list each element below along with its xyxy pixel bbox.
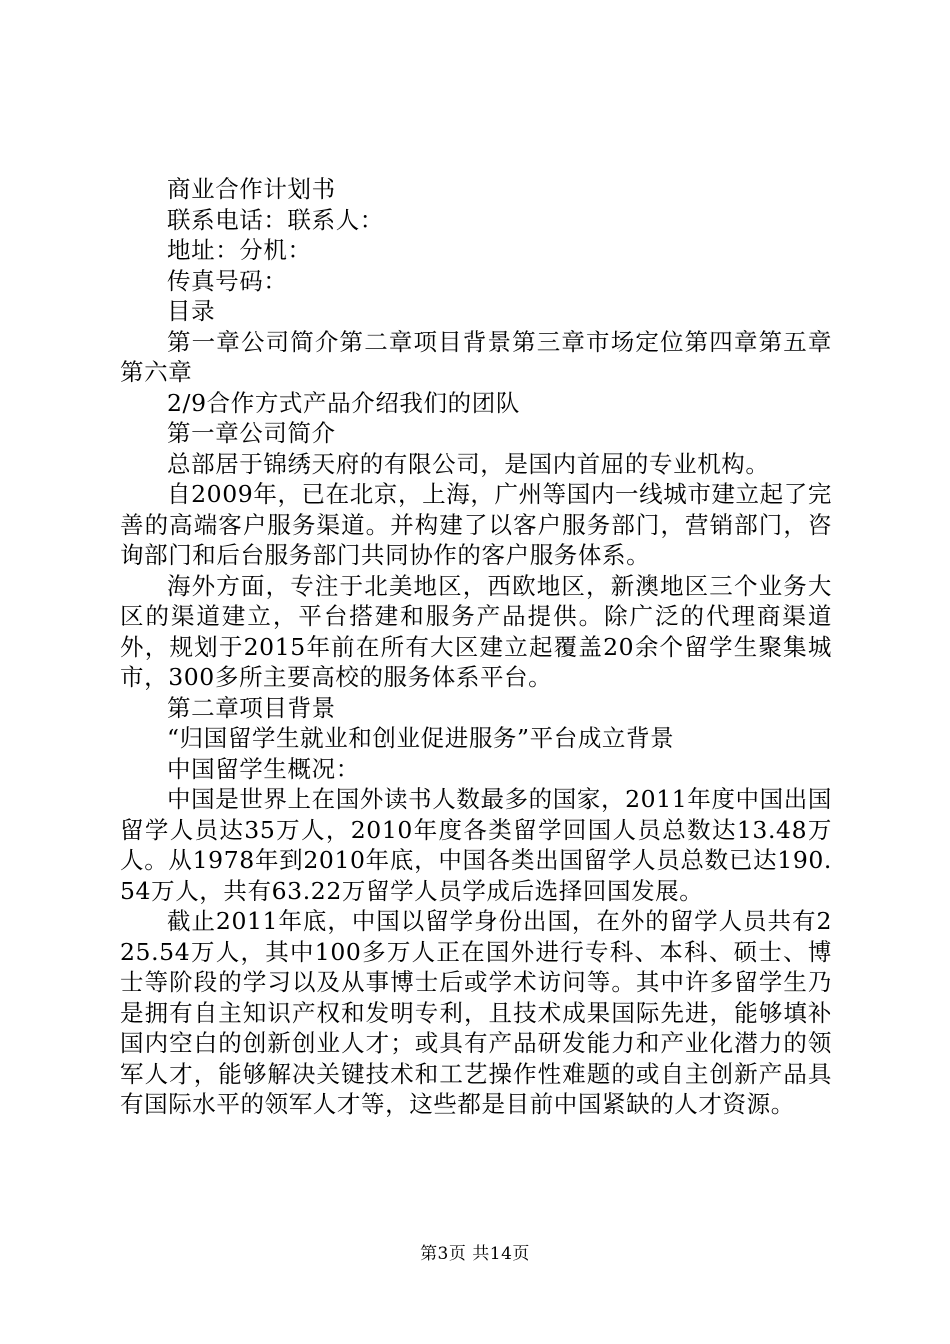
toc-heading: 目录 <box>167 297 216 325</box>
paragraph: 截止2011年底，中国以留学身份出国，在外的留学人员共有225.54万人，其中100多万人正在国外进行专科、本科、硕士、博士等阶段的学习以及从事博士后或学术访问等。其中许多留学生乃是拥有自主知识产权和发明专利，且技术成果国际先进，能够填补国内空白的创新创业人才；或具有产品研发能力和产业化潜力的领军人才，能够解决关键技术和工艺操作性难题的或自主创新产品具有国际水平的领军人才等，这些都是目前中国紧缺的人才资源。 <box>120 907 832 1118</box>
toc-chapters-continued: 2/9合作方式产品介绍我们的团队 <box>167 388 520 417</box>
contact-phone-line: 联系电话：联系人： <box>167 205 384 234</box>
paragraph: 自2009年，已在北京，上海，广州等国内一线城市建立起了完善的高端客户服务渠道。并构建了以客户服务部门，营销部门，咨询部门和后台服务部门共同协作的客户服务体系。 <box>120 480 832 569</box>
page-number-footer: 第3页 共14页 <box>420 1244 530 1264</box>
paragraph: 中国是世界上在国外读书人数最多的国家，2011年度中国出国留学人员达35万人，2010年度各类留学回国人员总数达13.48万人。从1978年到2010年底，中国各类出国留学人员总数已达190.54万人，共有63.22万留学人员学成后选择回国发展。 <box>120 785 832 905</box>
fax-line: 传真号码： <box>167 266 288 295</box>
chapter-2-heading: 第二章项目背景 <box>167 693 336 722</box>
paragraph: 海外方面，专注于北美地区，西欧地区，新澳地区三个业务大区的渠道建立，平台搭建和服务产品提供。除广泛的代理商渠道外，规划于2015年前在所有大区建立起覆盖20余个留学生聚集城市，300多所主要高校的服务体系平台。 <box>120 571 832 691</box>
section-heading: “归国留学生就业和创业促进服务”平台成立背景 <box>167 724 675 752</box>
doc-title: 商业合作计划书 <box>167 175 336 203</box>
paragraph: 总部居于锦绣天府的有限公司，是国内首屈的专业机构。 <box>167 449 770 478</box>
toc-chapters: 第一章公司简介第二章项目背景第三章市场定位第四章第五章第六章 <box>120 327 832 386</box>
chapter-1-heading: 第一章公司简介 <box>167 419 336 447</box>
document-body <box>120 174 832 1120</box>
address-line: 地址：分机： <box>167 236 312 264</box>
subsection-heading: 中国留学生概况： <box>167 754 360 783</box>
